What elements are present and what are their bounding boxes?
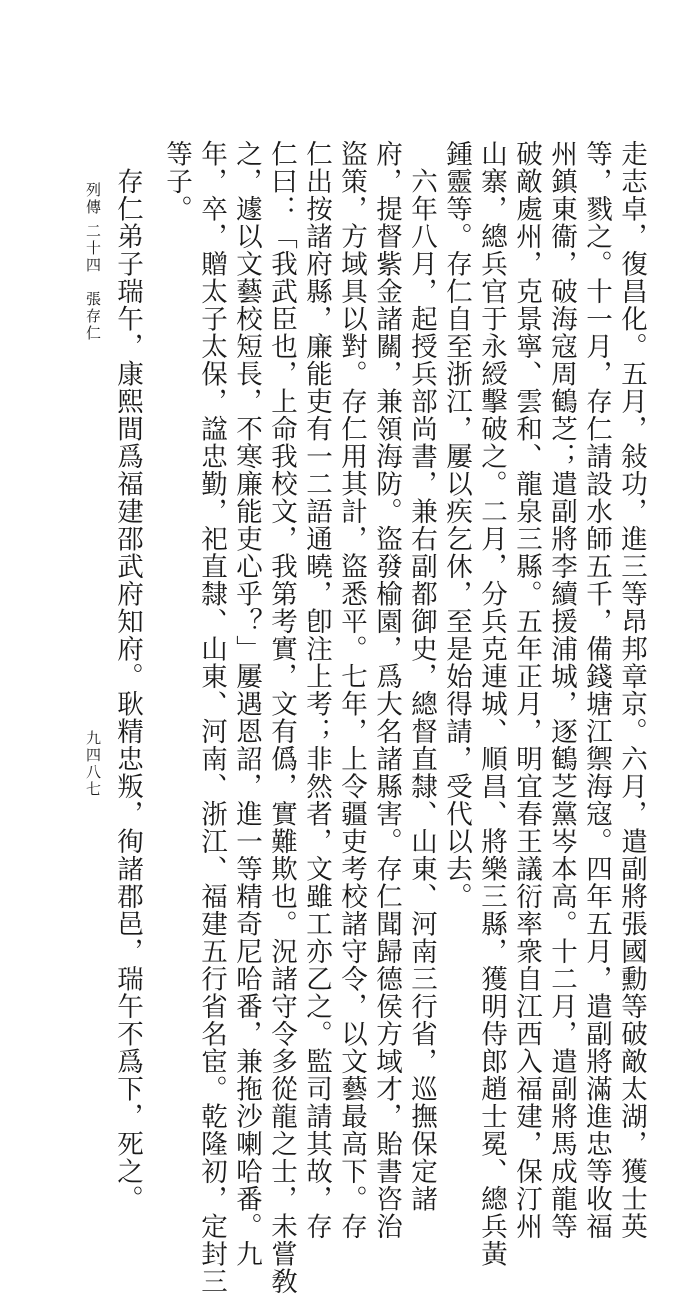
page-number: 九四八七 — [84, 730, 102, 798]
text-column-3: 州鎮東衞，破海寇周鶴芝；遣副將李續援浦城，逐鶴芝黨岑本高。十二月，遣副將馬成龍等 — [546, 140, 577, 1240]
text-column-8: 府，提督紫金諸關，兼領海防。盜發榆園，爲大名諸縣害。存仁聞歸德侯方域才，貽書咨治 — [371, 140, 402, 1240]
text-column-5: 山寨，總兵官于永綬擊破之。二月，分兵克連城、順昌、將樂三縣，獲明侍郎趙士冕、總兵黃 — [476, 140, 507, 1268]
text-column-7: 六年八月，起授兵部尚書，兼右副都御史，總督直隸、山東、河南三行省，巡撫保定諸 — [406, 140, 437, 1213]
text-column-4: 破敵處州，克景寧、雲和、龍泉三縣。五年正月，明宜春王議衍率衆自江西入福建，保汀州 — [511, 140, 542, 1240]
text-column-2: 等，戮之。十一月，存仁請設水師五千，備錢塘江禦海寇。四年五月，遣副將滿進忠等收福 — [581, 140, 612, 1240]
text-column-9: 盜策，方域具以對。存仁用其計，盜悉平。七年，上令疆吏考校諸守令，以文藝最高下。存 — [336, 140, 367, 1240]
text-column-12: 之，遽以文藝校短長，不寒廉能吏心乎？」屢遇恩詔，進一等精奇尼哈番，兼拖沙喇哈番。九 — [231, 140, 262, 1268]
text-column-15: 存仁弟子瑞午，康熙間爲福建邵武府知府。耿精忠叛，徇諸郡邑，瑞午不爲下，死之。 — [112, 140, 143, 1213]
text-column-10: 仁出按諸府縣，廉能吏有一二語通曉，卽注上考；非然者，文雖工亦乙之。監司請其故，存 — [301, 140, 332, 1240]
running-header: 列傳 二十四 張存仁 — [84, 182, 102, 342]
text-column-13: 年，卒，贈太子太保，諡忠勤，祀直隸、山東、河南、浙江、福建五行省名宦。乾隆初，定封三 — [196, 140, 227, 1295]
text-column-6: 鍾靈等。存仁自至浙江，屢以疾乞休，至是始得請，受代以去。 — [441, 140, 472, 910]
text-column-14: 等子。 — [161, 140, 192, 223]
text-column-1: 走志卓，復昌化。五月，敍功，進三等昂邦章京。六月，遣副將張國勳等破敵太湖，獲士英 — [616, 140, 647, 1240]
text-column-11: 仁曰：「我武臣也，上命我校文，我第考實，文有僞，實難欺也。況諸守令多從龍之士，未嘗敎 — [266, 140, 297, 1295]
